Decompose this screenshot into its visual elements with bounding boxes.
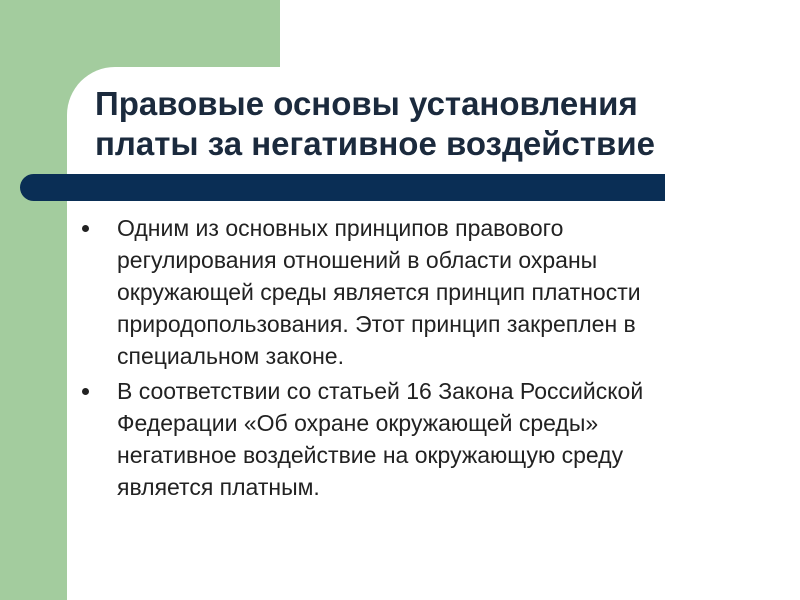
- bullet-1-line-1: Одним из основных принципов правового: [117, 215, 564, 241]
- bullet-1-line-3: окружающей среды является принцип платности: [117, 279, 641, 305]
- green-accent-strip: [0, 0, 67, 600]
- bullet-item-1: [82, 212, 772, 372]
- bullet-2-line-1: В соответствии со статьей 16 Закона Российской: [117, 378, 644, 404]
- bullet-1-line-4: природопользования. Этот принцип закреплен в: [117, 311, 636, 337]
- bullet-2-line-3: негативное воздействие на окружающую среду: [117, 442, 624, 468]
- slide-title-line-2: платы за негативное воздействие: [95, 125, 655, 162]
- bullet-1-line-2: регулирования отношений в области охраны: [117, 247, 598, 273]
- bullet-dot-icon: [82, 388, 89, 395]
- bullet-1-line-5: специальном законе.: [117, 343, 344, 369]
- title-underline-bar: [20, 174, 665, 201]
- bullet-list: [82, 212, 772, 506]
- slide-title-line-1: Правовые основы установления: [95, 85, 638, 122]
- bullet-dot-icon: [82, 225, 89, 232]
- bullet-2-line-2: Федерации «Об охране окружающей среды»: [117, 410, 599, 436]
- bullet-item-2: [82, 375, 772, 503]
- bullet-2-line-4: является платным.: [117, 474, 320, 500]
- slide-title: [95, 84, 775, 164]
